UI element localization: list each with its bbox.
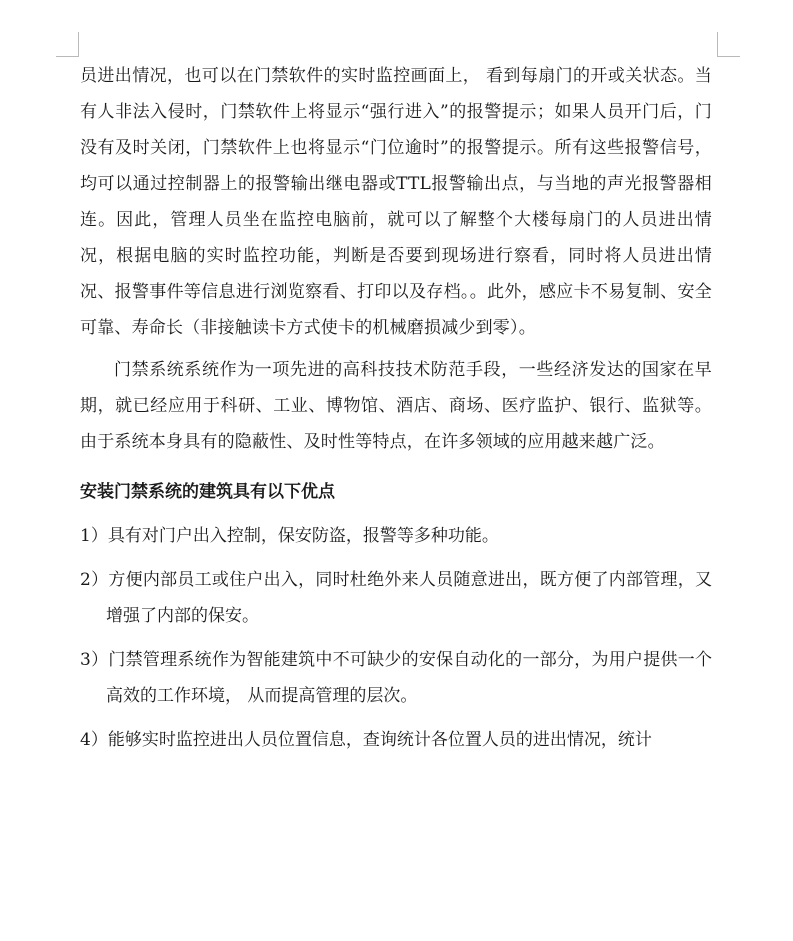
crop-mark-top-right [717,32,740,57]
list-item-3: 3）门禁管理系统作为智能建筑中不可缺少的安保自动化的一部分，为用户提供一个高效的工作环境， 从而提高管理的层次。 [80,650,712,706]
paragraph-system-overview: 门禁系统系统作为一项先进的高科技技术防范手段，一些经济发达的国家在早期，就已经应用于科研、工业、博物馆、酒店、商场、医疗监护、银行、监狱等。由于系统本身具有的隐蔽性、及时性等特点，在许多领域的应用越来越广泛。 [80,360,712,452]
document-body [80,58,712,758]
paragraph-alarm-monitoring: 员进出情况，也可以在门禁软件的实时监控画面上， 看到每扇门的开或关状态。当有人非法入侵时，门禁软件上将显示“强行进入”的报警提示；如果人员开门后，门没有及时关闭，门禁软件上也将显示“门位逾时”的报警提示。所有这些报警信号，均可以通过控制器上的报警输出继电器或TTL报警输出点，与当地的声光报警器相连。因此，管理人员坐在监控电脑前，就可以了解整个大楼每扇门的人员进出情况，根据电脑的实时监控功能，判断是否要到现场进行察看，同时将人员进出情况、报警事件等信息进行浏览察看、打印以及存档。。此外，感应卡不易复制、安全可靠、寿命长（非接触读卡方式使卡的机械磨损减少到零）。 [80,66,712,338]
crop-mark-top-left [56,32,79,57]
list-item-1: 1）具有对门户出入控制，保安防盗，报警等多种功能。 [80,526,499,546]
list-item-2: 2）方便内部员工或住户出入，同时杜绝外来人员随意进出，既方便了内部管理，又增强了内部的保安。 [80,570,712,626]
section-heading: 安装门禁系统的建筑具有以下优点 [80,482,335,502]
list-item-4: 4）能够实时监控进出人员位置信息，查询统计各位置人员的进出情况，统计 [80,730,652,750]
